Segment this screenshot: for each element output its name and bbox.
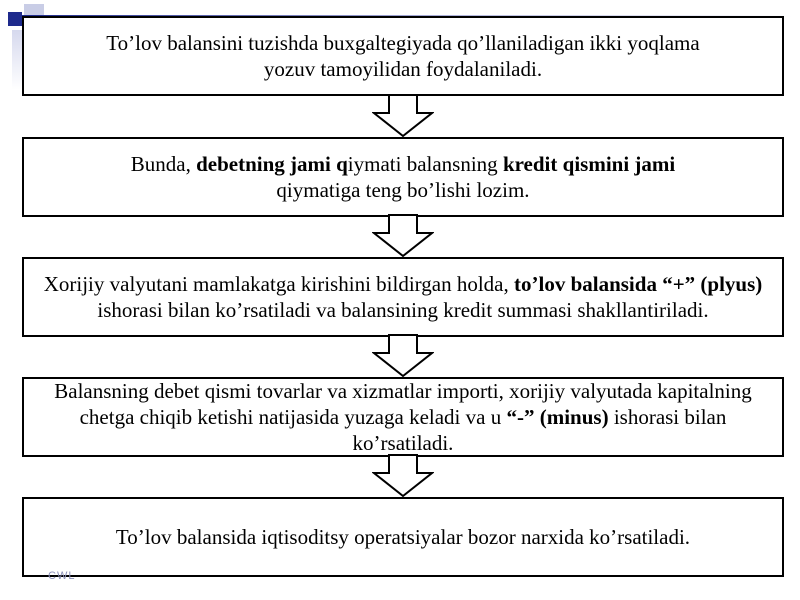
flow-box-1-line1: To’lov balansini tuzishda buxgaltegiyada qo’llaniladigan ikki yoqlama [106, 31, 700, 55]
decorative-square [8, 12, 22, 26]
flow-box-2-part3: qiymatiga teng bo’lishi lozim. [276, 178, 530, 202]
down-arrow-icon [372, 454, 434, 498]
flow-box-3-text [38, 271, 768, 323]
flow-box-5-text: To’lov balansida iqtisoditsy operatsiyalar bozor narxida ko’rsatiladi. [115, 525, 691, 549]
flow-box-2-bold2: kredit qismini jami [502, 152, 676, 176]
flow-box-2-bold1: debetning jami q [196, 152, 348, 176]
flow-box-1-text [106, 30, 699, 82]
flow-box-3-bold1: to’lov balansida “+” (plyus) [514, 272, 763, 296]
flow-box-4-part1: Balansning debet qismi tovarlar va xizmatlar importi, xorijiy valyutada kapitalning chetga chiqib ketishi natijasida yuzaga keladi va u [54, 379, 752, 429]
flow-box-4 [22, 377, 784, 457]
flow-box-4-part2: ishorasi bilan ko’rsatiladi. [352, 405, 727, 455]
down-arrow-icon [372, 334, 434, 378]
flow-box-3-part2: ishorasi bilan ko’rsatiladi va balansining kredit summasi shakllantiriladi. [97, 298, 709, 322]
flow-box-4-bold1: “-” (minus) [506, 405, 609, 429]
flow-box-2-text [131, 151, 675, 203]
down-arrow-icon [372, 94, 434, 138]
flow-box-5 [22, 497, 784, 577]
flow-box-4-text [38, 378, 768, 456]
footer-mark: СWL [48, 570, 76, 582]
decorative-side-bar [12, 30, 22, 90]
flow-box-2-part2: iymati balansning [347, 152, 503, 176]
flow-box-3 [22, 257, 784, 337]
flow-box-2 [22, 137, 784, 217]
down-arrow-icon [372, 214, 434, 258]
flow-box-1 [22, 16, 784, 96]
flow-box-3-part1: Xorijiy valyutani mamlakatga kirishini bildirgan holda, [43, 272, 514, 296]
flow-box-1-line2: yozuv tamoyilidan foydalaniladi. [263, 57, 543, 81]
flow-box-2-part1: Bunda, [130, 152, 197, 176]
